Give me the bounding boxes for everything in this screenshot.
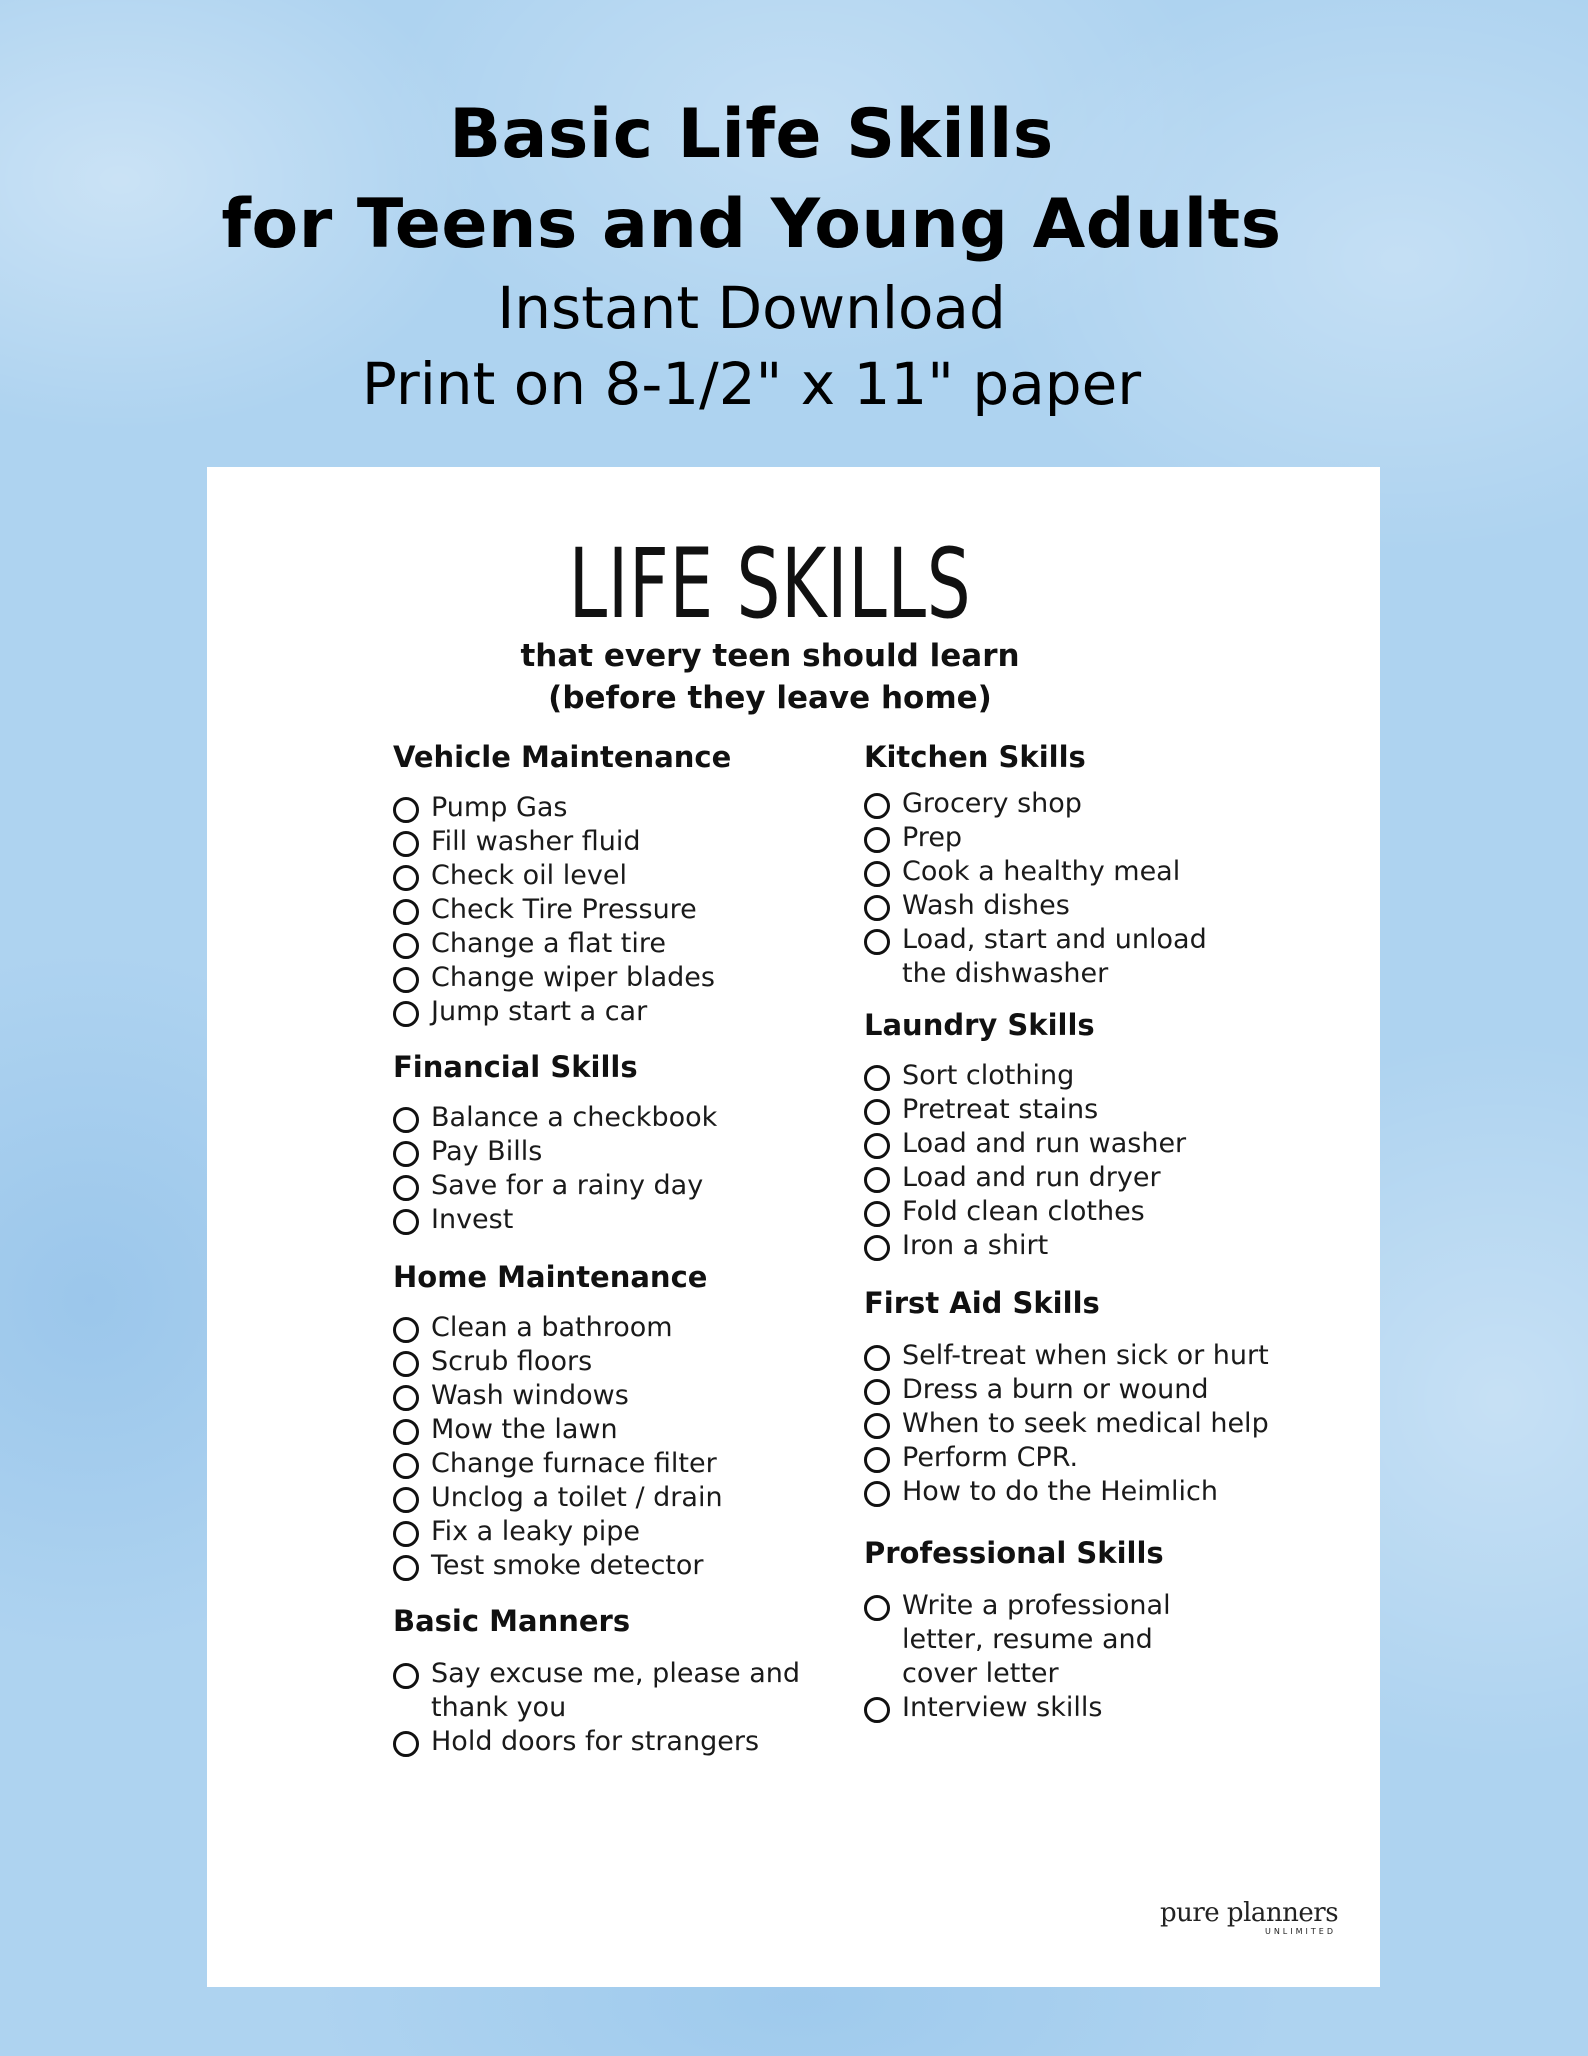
section-financial-skills (393, 1047, 833, 1237)
checkbox-circle-icon (864, 861, 890, 887)
checklist-item (864, 1059, 1334, 1093)
checklist (864, 1059, 1334, 1263)
checklist-item-label: cover letter (902, 1658, 1059, 1689)
checklist-item-label: Save for a rainy day (431, 1170, 704, 1201)
section-heading: Home Maintenance (393, 1260, 708, 1294)
checklist-item-label: Test smoke detector (431, 1550, 704, 1581)
header-title-line-2: for Teens and Young Adults (221, 185, 1282, 264)
checklist-item (864, 787, 1334, 821)
checklist-item-label: Iron a shirt (902, 1230, 1049, 1261)
checklist-item-label: Change furnace filter (431, 1448, 717, 1479)
section-heading: Professional Skills (864, 1536, 1164, 1570)
checkbox-circle-icon (393, 1209, 419, 1235)
section-heading: Kitchen Skills (864, 740, 1086, 774)
section-professional-skills (864, 1533, 1334, 1725)
checkbox-circle-icon (864, 1697, 890, 1723)
checklist-item (393, 1169, 833, 1203)
checkbox-circle-icon (864, 1595, 890, 1621)
checkbox-circle-icon (864, 1345, 890, 1371)
checklist-item (393, 791, 833, 825)
checkbox-circle-icon (864, 1167, 890, 1193)
checklist-item (393, 825, 833, 859)
left-column (393, 737, 833, 1759)
document-subtitle (207, 635, 1333, 719)
checklist-item-label: Write a professional (902, 1590, 1171, 1621)
checklist-item-label: Fix a leaky pipe (431, 1516, 641, 1547)
checklist-item-label: Sort clothing (902, 1060, 1075, 1091)
checklist-item (864, 1195, 1334, 1229)
header-subtitle-line-1: Instant Download (497, 274, 1006, 342)
checklist-item-label: Change wiper blades (431, 962, 715, 993)
checklist-item-label: Self-treat when sick or hurt (902, 1340, 1269, 1371)
checkbox-circle-icon (864, 1379, 890, 1405)
checkbox-circle-icon (393, 831, 419, 857)
checklist-item-label: Clean a bathroom (431, 1312, 673, 1343)
checkbox-circle-icon (864, 793, 890, 819)
section-heading: First Aid Skills (864, 1286, 1100, 1320)
checklist-item (864, 1589, 1334, 1691)
brand-logo (1154, 1899, 1344, 1937)
checklist-item (393, 1481, 833, 1515)
checklist-item-label: Cook a healthy meal (902, 856, 1181, 887)
checkbox-circle-icon (864, 827, 890, 853)
checklist-item-label: Pretreat stains (902, 1094, 1099, 1125)
checklist-item (864, 1093, 1334, 1127)
checkbox-circle-icon (864, 1201, 890, 1227)
checklist-item (864, 1229, 1334, 1263)
listing-header (0, 90, 1503, 422)
checklist-item-label: Fold clean clothes (902, 1196, 1145, 1227)
checkbox-circle-icon (393, 1663, 419, 1689)
checkbox-circle-icon (864, 929, 890, 955)
checklist (864, 1339, 1334, 1509)
checklist-item (864, 889, 1334, 923)
checklist-item-label: Say excuse me, please and (431, 1658, 801, 1689)
checklist (393, 1311, 833, 1583)
checklist-item (864, 1161, 1334, 1195)
checklist-item (864, 1441, 1334, 1475)
checklist-item (393, 1311, 833, 1345)
checklist-item-label: Perform CPR. (902, 1442, 1079, 1473)
brand-logo-main: pure planners (1159, 1898, 1339, 1928)
checklist-item (864, 1339, 1334, 1373)
checkbox-circle-icon (864, 1133, 890, 1159)
checkbox-circle-icon (864, 1447, 890, 1473)
checklist-item (864, 923, 1334, 991)
checklist-item-label: Dress a burn or wound (902, 1374, 1209, 1405)
section-first-aid-skills (864, 1283, 1334, 1509)
checkbox-circle-icon (864, 1065, 890, 1091)
checkbox-circle-icon (393, 1351, 419, 1377)
checkbox-circle-icon (393, 1453, 419, 1479)
document-subtitle-line-1: that every teen should learn (520, 638, 1020, 674)
checkbox-circle-icon (864, 895, 890, 921)
header-title-line-1: Basic Life Skills (449, 95, 1054, 174)
checklist-item-label: Check Tire Pressure (431, 894, 697, 925)
checklist-item (393, 1101, 833, 1135)
checklist-item (393, 1413, 833, 1447)
checklist-item-label: Fill washer fluid (431, 826, 641, 857)
checklist-item-label: Pump Gas (431, 792, 568, 823)
checklist (393, 1657, 833, 1759)
checklist-item (393, 1549, 833, 1583)
checklist-item (393, 1135, 833, 1169)
checklist-item-label: Load and run dryer (902, 1162, 1161, 1193)
checkbox-circle-icon (393, 797, 419, 823)
checklist-item (393, 1203, 833, 1237)
checkbox-circle-icon (864, 1481, 890, 1507)
checkbox-circle-icon (393, 1175, 419, 1201)
checklist (393, 1101, 833, 1237)
checkbox-circle-icon (393, 865, 419, 891)
checkbox-circle-icon (393, 1001, 419, 1027)
checklist-item (864, 1127, 1334, 1161)
checklist (864, 787, 1334, 991)
checkbox-circle-icon (393, 1555, 419, 1581)
checklist-item (393, 1657, 833, 1725)
section-heading: Vehicle Maintenance (393, 740, 732, 774)
checkbox-circle-icon (864, 1235, 890, 1261)
checklist-item-label: Scrub floors (431, 1346, 593, 1377)
checklist-item (864, 821, 1334, 855)
header-subtitle-line-2: Print on 8-1/2" x 11" paper (361, 350, 1142, 418)
checkbox-circle-icon (393, 1317, 419, 1343)
checklist-item (393, 859, 833, 893)
checklist-item-label: How to do the Heimlich (902, 1476, 1218, 1507)
checklist-item-label: thank you (431, 1692, 567, 1723)
checklist-item-label: Grocery shop (902, 788, 1082, 819)
checklist-item-label: Load and run washer (902, 1128, 1187, 1159)
printable-page (207, 467, 1380, 1987)
checklist (864, 1589, 1334, 1725)
checklist-item-label: Change a flat tire (431, 928, 667, 959)
checklist-item-label: When to seek medical help (902, 1408, 1269, 1439)
checklist-item-label: Wash windows (431, 1380, 629, 1411)
checklist-item-label: letter, resume and (902, 1624, 1153, 1655)
section-home-maintenance (393, 1257, 833, 1583)
checklist-item (393, 927, 833, 961)
checklist-item (393, 961, 833, 995)
right-column (864, 737, 1334, 1725)
checklist-item-label: Pay Bills (431, 1136, 543, 1167)
checklist-item (864, 1407, 1334, 1441)
checkbox-circle-icon (393, 1141, 419, 1167)
checkbox-circle-icon (393, 1521, 419, 1547)
document-subtitle-line-2: (before they leave home) (548, 680, 992, 716)
checkbox-circle-icon (864, 1099, 890, 1125)
checklist-item-label: Jump start a car (431, 996, 648, 1027)
checkbox-circle-icon (393, 967, 419, 993)
checkbox-circle-icon (864, 1413, 890, 1439)
checklist-item-label: Balance a checkbook (431, 1102, 718, 1133)
checkbox-circle-icon (393, 933, 419, 959)
checklist-item-label: Mow the lawn (431, 1414, 618, 1445)
checklist-item (393, 1515, 833, 1549)
checklist-item (393, 1345, 833, 1379)
checklist-item-label: the dishwasher (902, 958, 1109, 989)
checkbox-circle-icon (393, 1107, 419, 1133)
checklist-item (393, 1447, 833, 1481)
checklist-item-label: Invest (431, 1204, 514, 1235)
checklist-item (864, 1691, 1334, 1725)
section-vehicle-maintenance (393, 737, 833, 1029)
checklist-item-label: Hold doors for strangers (431, 1726, 760, 1757)
checkbox-circle-icon (393, 1487, 419, 1513)
checklist-item (864, 1373, 1334, 1407)
checkbox-circle-icon (393, 899, 419, 925)
document-title: LIFE SKILLS (568, 528, 972, 640)
checklist-item (393, 1379, 833, 1413)
checkbox-circle-icon (393, 1731, 419, 1757)
checkbox-circle-icon (393, 1385, 419, 1411)
checklist-item (393, 893, 833, 927)
checklist-item-label: Wash dishes (902, 890, 1070, 921)
checklist-item-label: Check oil level (431, 860, 627, 891)
checklist-item (864, 855, 1334, 889)
section-heading: Financial Skills (393, 1050, 638, 1084)
checklist-item-label: Interview skills (902, 1692, 1103, 1723)
checkbox-circle-icon (393, 1419, 419, 1445)
checklist (393, 791, 833, 1029)
checklist-item-label: Prep (902, 822, 963, 853)
checklist-item-label: Unclog a toilet / drain (431, 1482, 723, 1513)
brand-logo-small: UNLIMITED (1264, 1927, 1336, 1936)
checklist-item-label: Load, start and unload (902, 924, 1207, 955)
checklist-item (393, 995, 833, 1029)
section-laundry-skills (864, 1005, 1334, 1263)
section-heading: Basic Manners (393, 1604, 631, 1638)
checklist-item (864, 1475, 1334, 1509)
checklist-item (393, 1725, 833, 1759)
section-kitchen-skills (864, 737, 1334, 991)
section-heading: Laundry Skills (864, 1008, 1095, 1042)
section-basic-manners (393, 1601, 833, 1759)
